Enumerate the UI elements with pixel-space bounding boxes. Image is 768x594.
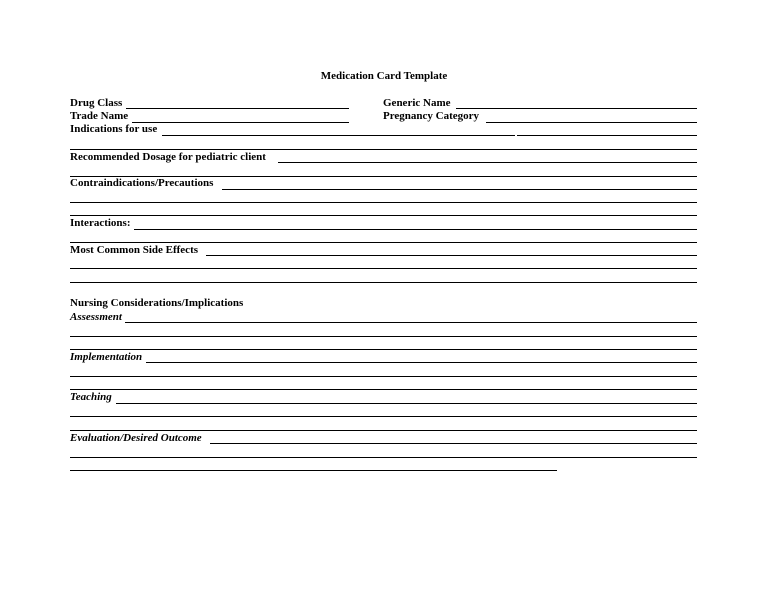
drug-class-label: Drug Class bbox=[70, 97, 123, 109]
teaching-line-2[interactable] bbox=[70, 416, 697, 417]
side-effects-label: Most Common Side Effects bbox=[70, 244, 199, 256]
evaluation-line-1[interactable] bbox=[210, 443, 697, 444]
assessment-label: Assessment bbox=[70, 311, 122, 323]
interactions-line-1[interactable] bbox=[134, 229, 697, 230]
contraindications-line-1[interactable] bbox=[222, 189, 697, 190]
dosage-label: Recommended Dosage for pediatric client bbox=[70, 151, 266, 163]
interactions-label: Interactions: bbox=[70, 217, 131, 229]
trade-name-line[interactable] bbox=[132, 122, 349, 123]
form-title: Medication Card Template bbox=[320, 70, 448, 82]
trade-name-label: Trade Name bbox=[70, 110, 129, 122]
teaching-line-3[interactable] bbox=[70, 430, 697, 431]
teaching-label: Teaching bbox=[70, 391, 112, 403]
evaluation-label: Evaluation/Desired Outcome bbox=[70, 432, 202, 444]
evaluation-line-3[interactable] bbox=[70, 470, 557, 471]
indications-line-1b[interactable] bbox=[517, 135, 697, 136]
drug-class-line[interactable] bbox=[126, 108, 349, 109]
side-effects-line-1[interactable] bbox=[206, 255, 697, 256]
side-effects-line-2[interactable] bbox=[70, 268, 697, 269]
implementation-label: Implementation bbox=[70, 351, 143, 363]
contraindications-label: Contraindications/Precautions bbox=[70, 177, 214, 189]
pregnancy-category-line[interactable] bbox=[486, 122, 697, 123]
teaching-line-1[interactable] bbox=[116, 403, 697, 404]
contraindications-line-2[interactable] bbox=[70, 202, 697, 203]
implementation-line-2[interactable] bbox=[70, 376, 697, 377]
generic-name-label: Generic Name bbox=[383, 97, 451, 109]
dosage-line-1[interactable] bbox=[278, 162, 697, 163]
assessment-line-1[interactable] bbox=[125, 322, 697, 323]
assessment-line-2[interactable] bbox=[70, 336, 697, 337]
indications-line-1a[interactable] bbox=[162, 135, 515, 136]
interactions-line-2[interactable] bbox=[70, 242, 697, 243]
implementation-line-1[interactable] bbox=[146, 362, 697, 363]
pregnancy-category-label: Pregnancy Category bbox=[383, 110, 480, 122]
nursing-considerations-heading: Nursing Considerations/Implications bbox=[70, 297, 244, 309]
assessment-line-3[interactable] bbox=[70, 349, 697, 350]
contraindications-line-3[interactable] bbox=[70, 215, 697, 216]
evaluation-line-2[interactable] bbox=[70, 457, 697, 458]
side-effects-line-3[interactable] bbox=[70, 282, 697, 283]
generic-name-line[interactable] bbox=[456, 108, 697, 109]
indications-line-2[interactable] bbox=[70, 149, 697, 150]
indications-label: Indications for use bbox=[70, 123, 158, 135]
implementation-line-3[interactable] bbox=[70, 389, 697, 390]
